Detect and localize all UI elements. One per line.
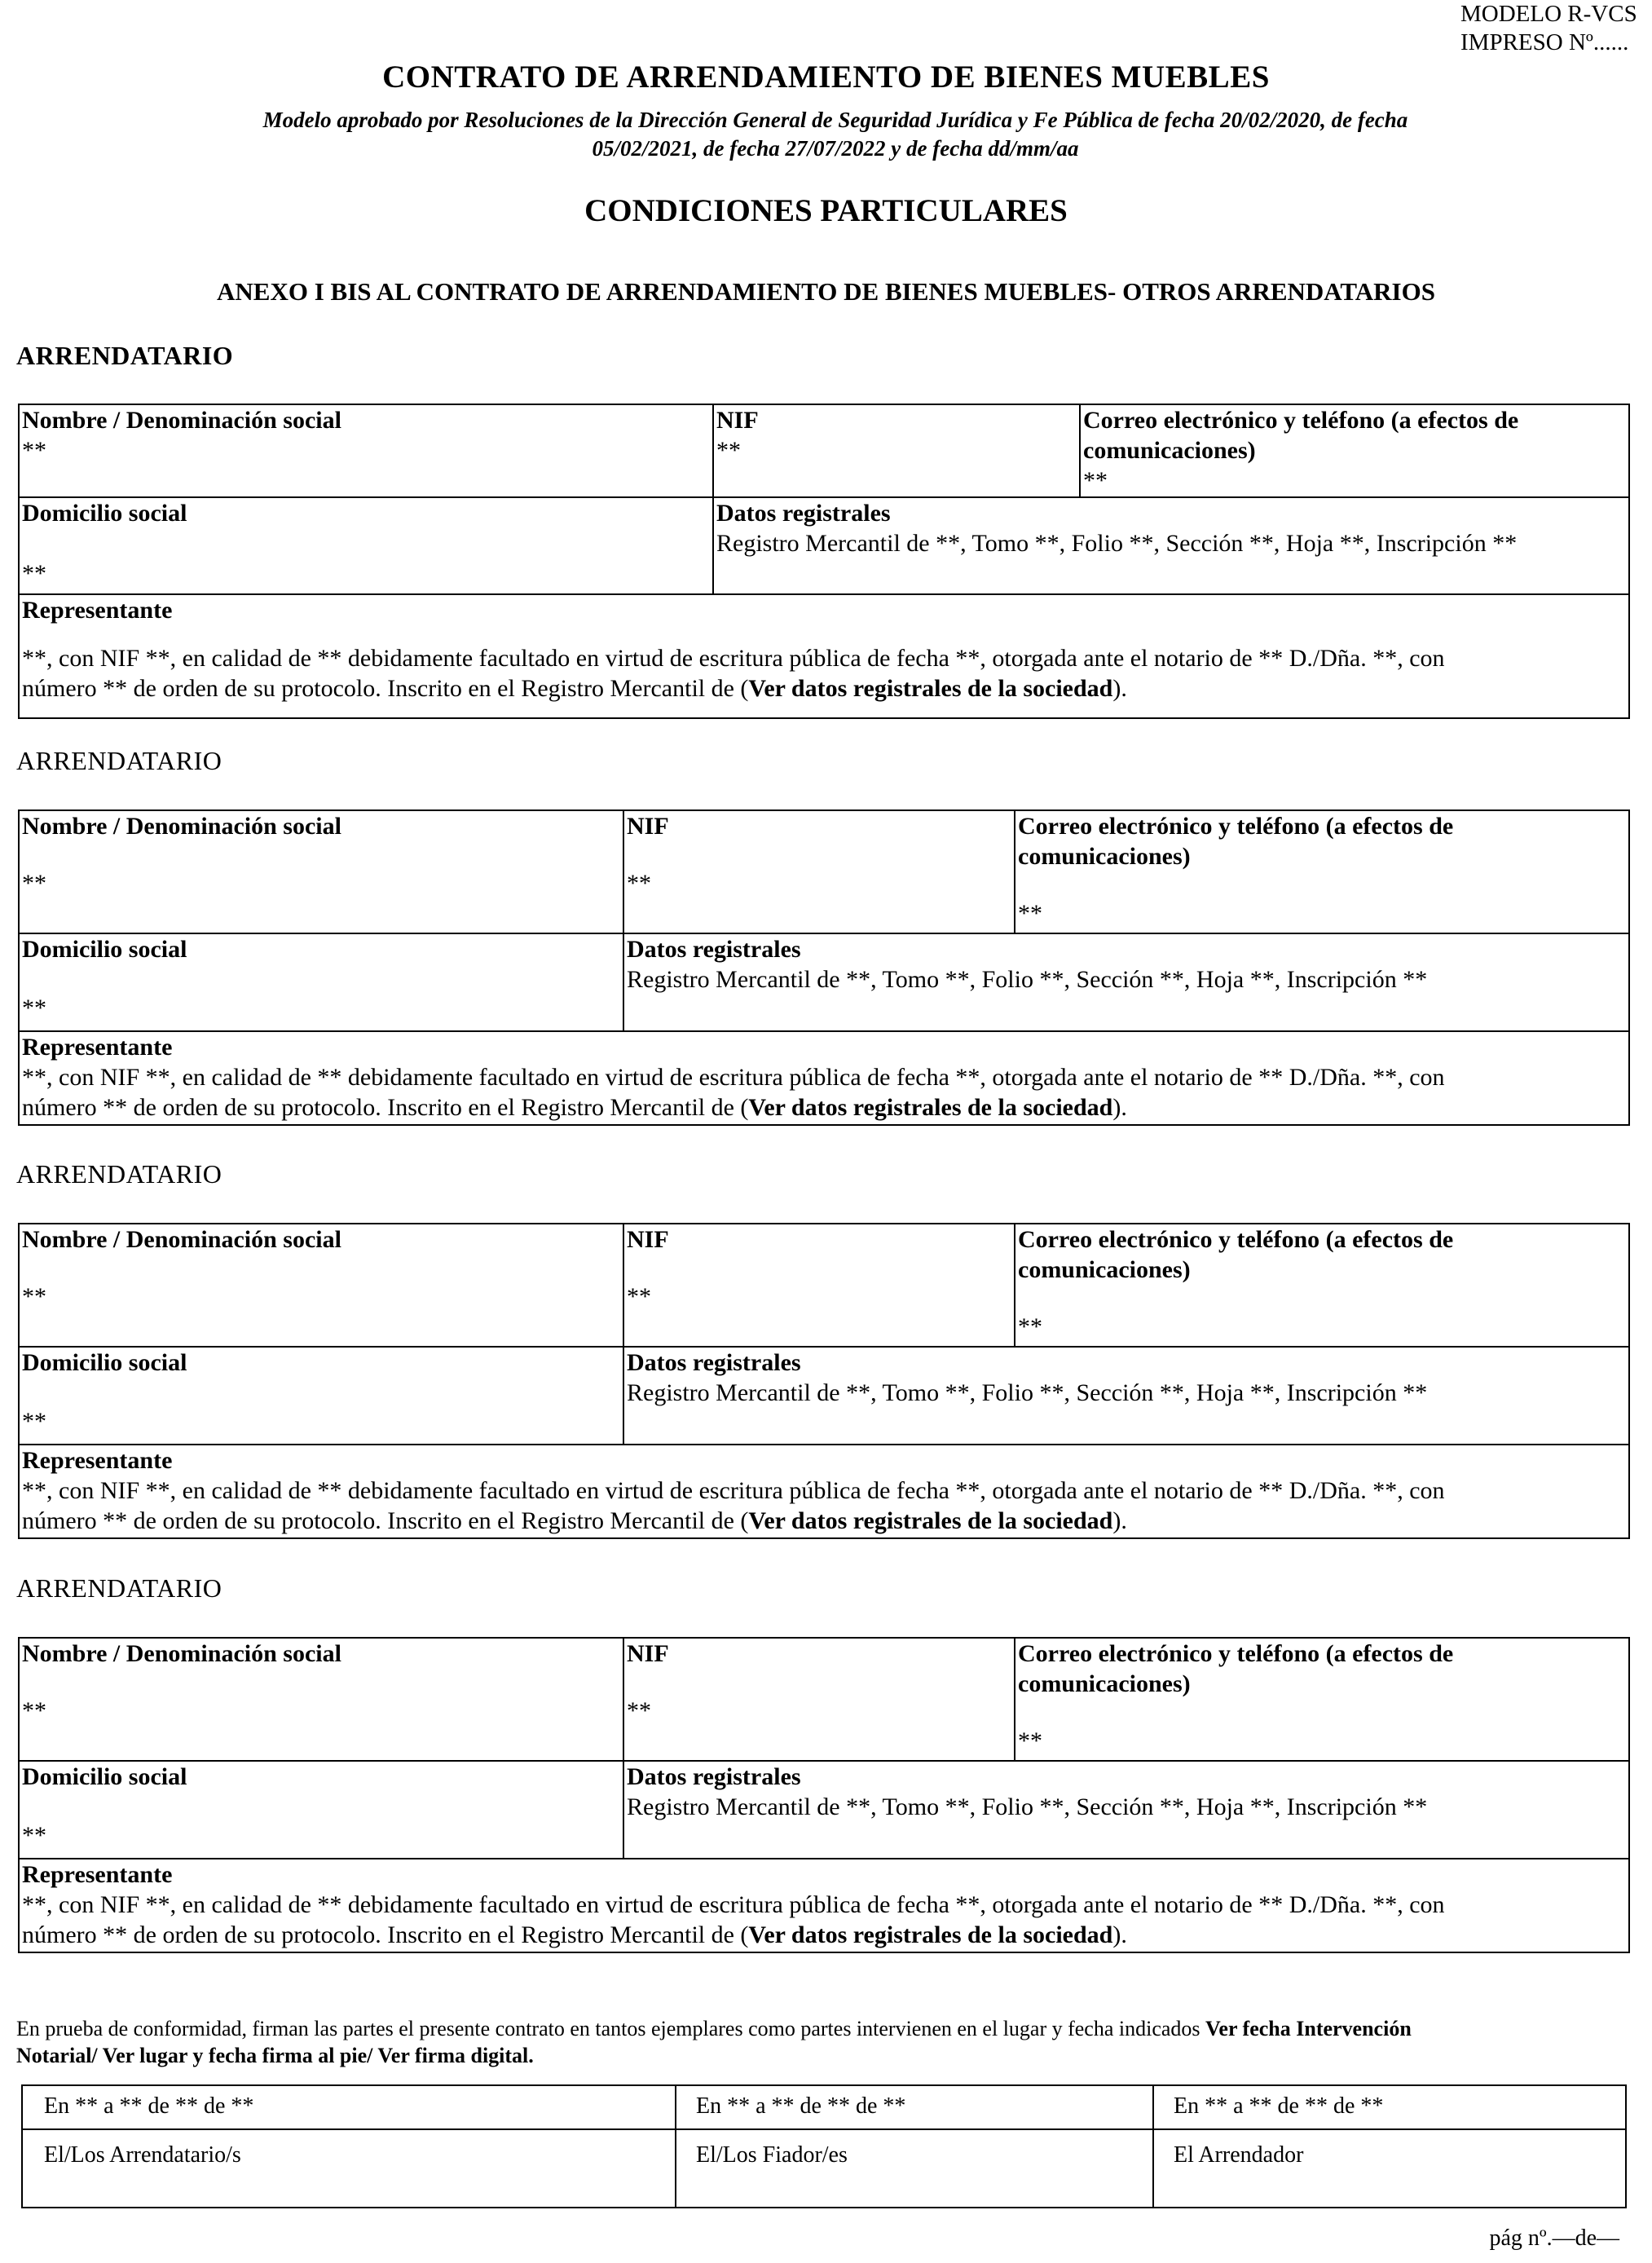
correo-cell (1015, 1224, 1630, 1342)
modelo-code: MODELO R-VCS (1460, 1, 1637, 27)
domicilio-value: ** (22, 1822, 46, 1849)
section-title-arrendatario-4: ARRENDATARIO (16, 1573, 222, 1603)
section-title-arrendatario-1: ARRENDATARIO (16, 341, 234, 370)
correo-label-2: comunicaciones) (1018, 1256, 1191, 1283)
document-title: CONTRATO DE ARRENDAMIENTO DE BIENES MUEBLES (382, 60, 1270, 95)
representante-cell (20, 1859, 1630, 1950)
nombre-cell (20, 1639, 623, 1726)
domicilio-cell (20, 934, 623, 1030)
representante-line-2-text: número ** de orden de su protocolo. Inscrito en el Registro Mercantil de ( (22, 1507, 749, 1534)
datos-registrales-cell (624, 1348, 1630, 1408)
correo-label-2: comunicaciones) (1018, 843, 1191, 870)
domicilio-label: Domicilio social (22, 1349, 187, 1376)
nombre-label: Nombre / Denominación social (22, 1226, 341, 1253)
conformidad-line-1 (16, 2015, 1630, 2042)
nif-cell (624, 1224, 1014, 1312)
representante-line-2-end: ). (1112, 675, 1127, 702)
firma-arrendatario-label: El/Los Arrendatario/s (44, 2142, 241, 2168)
datos-registrales-value: Registro Mercantil de **, Tomo **, Folio **, Sección **, Hoja **, Inscripción ** (627, 966, 1428, 993)
representante-link-text: Ver datos registrales de la sociedad (748, 1921, 1113, 1948)
domicilio-label: Domicilio social (22, 500, 187, 527)
representante-cell (20, 1032, 1630, 1123)
signature-table (21, 2084, 1627, 2208)
correo-cell (1081, 405, 1630, 496)
representante-line-2-end: ). (1112, 1921, 1127, 1948)
nif-value: ** (627, 1283, 651, 1310)
correo-label-1: Correo electrónico y teléfono (a efectos de (1018, 1640, 1454, 1667)
firma-fiador-label: El/Los Fiador/es (696, 2142, 848, 2168)
nombre-cell (20, 1224, 623, 1312)
nif-label: NIF (716, 407, 759, 434)
representante-line-2-text: número ** de orden de su protocolo. Inscrito en el Registro Mercantil de ( (22, 675, 749, 702)
datos-registrales-cell (714, 498, 1630, 558)
nif-label: NIF (627, 813, 669, 840)
anexo-heading: ANEXO I BIS AL CONTRATO DE ARRENDAMIENTO DE BIENES MUEBLES- OTROS ARRENDATARIOS (217, 277, 1435, 306)
nif-cell (714, 405, 1079, 465)
nombre-value: ** (22, 437, 46, 464)
correo-value: ** (1018, 900, 1042, 927)
section-title-arrendatario-2: ARRENDATARIO (16, 746, 222, 775)
nif-value: ** (627, 1697, 651, 1724)
arrendatario-table-2 (18, 809, 1630, 1126)
document-subtitle (179, 106, 1491, 163)
correo-label-2: comunicaciones) (1018, 1670, 1191, 1697)
nif-cell (624, 811, 1014, 898)
impreso-number: IMPRESO Nº...... (1460, 29, 1629, 55)
nombre-value: ** (22, 1697, 46, 1724)
datos-registrales-value: Registro Mercantil de **, Tomo **, Folio **, Sección **, Hoja **, Inscripción ** (627, 1793, 1428, 1820)
conformidad-link-text: Ver fecha Intervención (1205, 2017, 1412, 2040)
representante-label: Representante (22, 1447, 173, 1474)
table-divider (23, 2128, 1625, 2130)
representante-line-2-text: número ** de orden de su protocolo. Inscrito en el Registro Mercantil de ( (22, 1094, 749, 1121)
domicilio-label: Domicilio social (22, 936, 187, 963)
correo-label-1: Correo electrónico y teléfono (a efectos de (1018, 813, 1454, 840)
datos-registrales-label: Datos registrales (627, 1763, 801, 1790)
nombre-label: Nombre / Denominación social (22, 1640, 341, 1667)
correo-value: ** (1018, 1313, 1042, 1340)
lugar-fecha-1: En ** a ** de ** de ** (44, 2093, 254, 2119)
nif-label: NIF (627, 1640, 669, 1667)
nombre-cell (20, 405, 712, 465)
domicilio-label: Domicilio social (22, 1763, 187, 1790)
representante-link-text: Ver datos registrales de la sociedad (748, 1094, 1113, 1121)
nif-cell (624, 1639, 1014, 1726)
nif-label: NIF (627, 1226, 669, 1253)
datos-registrales-label: Datos registrales (627, 1349, 801, 1376)
lugar-fecha-2: En ** a ** de ** de ** (696, 2093, 906, 2119)
nombre-value: ** (22, 870, 46, 897)
nombre-label: Nombre / Denominación social (22, 813, 341, 840)
domicilio-value: ** (22, 1408, 46, 1435)
representante-label: Representante (22, 1034, 173, 1061)
domicilio-value: ** (22, 560, 46, 587)
lugar-fecha-3: En ** a ** de ** de ** (1174, 2093, 1384, 2119)
arrendatario-table-4 (18, 1637, 1630, 1953)
representante-line-1: **, con NIF **, en calidad de ** debidamente facultado en virtud de escritura pública de fecha **, otorgada ante el notario de ** D./Dña. **, con (22, 645, 1445, 672)
representante-link-text: Ver datos registrales de la sociedad (748, 675, 1113, 702)
correo-label-1: Correo electrónico y teléfono (a efectos de (1083, 407, 1519, 434)
table-divider (675, 2086, 676, 2207)
correo-label-1: Correo electrónico y teléfono (a efectos de (1018, 1226, 1454, 1253)
representante-line-2-end: ). (1112, 1094, 1127, 1121)
datos-registrales-value: Registro Mercantil de **, Tomo **, Folio **, Sección **, Hoja **, Inscripción ** (716, 530, 1518, 557)
correo-label-2: comunicaciones) (1083, 437, 1256, 464)
subtitle-line-1: Modelo aprobado por Resoluciones de la Dirección General de Seguridad Jurídica y Fe Pública de fecha 20/02/2020, de fecha (262, 108, 1408, 132)
datos-registrales-cell (624, 934, 1630, 995)
correo-cell (1015, 1639, 1630, 1756)
correo-value: ** (1018, 1727, 1042, 1754)
nombre-value: ** (22, 1283, 46, 1310)
representante-cell (20, 1445, 1630, 1536)
representante-line-1: **, con NIF **, en calidad de ** debidamente facultado en virtud de escritura pública de fecha **, otorgada ante el notario de ** D./Dña. **, con (22, 1064, 1445, 1091)
domicilio-cell (20, 1348, 623, 1444)
representante-link-text: Ver datos registrales de la sociedad (748, 1507, 1113, 1534)
datos-registrales-value: Registro Mercantil de **, Tomo **, Folio **, Sección **, Hoja **, Inscripción ** (627, 1379, 1428, 1406)
representante-cell (20, 595, 1630, 704)
representante-line-2-end: ). (1112, 1507, 1127, 1534)
representante-line-2 (22, 1506, 1628, 1536)
correo-cell (1015, 811, 1630, 929)
nif-value: ** (716, 437, 741, 464)
conformidad-line-2-text: Notarial/ Ver lugar y fecha firma al pie/ Ver firma digital. (16, 2044, 534, 2067)
representante-line-1: **, con NIF **, en calidad de ** debidamente facultado en virtud de escritura pública de fecha **, otorgada ante el notario de ** D./Dña. **, con (22, 1477, 1445, 1504)
modelo-header (1460, 0, 1652, 57)
correo-value: ** (1083, 467, 1108, 494)
domicilio-cell (20, 1762, 623, 1858)
nif-value: ** (627, 870, 651, 897)
datos-registrales-label: Datos registrales (627, 936, 801, 963)
representante-line-2-text: número ** de orden de su protocolo. Inscrito en el Registro Mercantil de ( (22, 1921, 749, 1948)
table-divider (1152, 2086, 1154, 2207)
representante-line-1: **, con NIF **, en calidad de ** debidamente facultado en virtud de escritura pública de fecha **, otorgada ante el notario de ** D./Dña. **, con (22, 1891, 1445, 1918)
section-title-arrendatario-3: ARRENDATARIO (16, 1159, 222, 1189)
conformidad-line-2 (16, 2042, 1630, 2069)
representante-line-2 (22, 673, 1628, 704)
domicilio-cell (20, 498, 712, 593)
domicilio-value: ** (22, 995, 46, 1021)
conformidad-paragraph (16, 2015, 1630, 2069)
subtitle-line-2: 05/02/2021, de fecha 27/07/2022 y de fecha dd/mm/aa (592, 136, 1079, 161)
datos-registrales-label: Datos registrales (716, 500, 891, 527)
arrendatario-table-3 (18, 1223, 1630, 1539)
datos-registrales-cell (624, 1762, 1630, 1822)
conformidad-text: En prueba de conformidad, firman las partes el presente contrato en tantos ejemplares como partes intervienen en el lugar y fecha indicados (16, 2017, 1206, 2040)
representante-line-2 (22, 1092, 1628, 1123)
representante-label: Representante (22, 1861, 173, 1888)
page-number: pág nº.—de— (1489, 2226, 1619, 2251)
representante-label: Representante (22, 597, 173, 624)
representante-line-2 (22, 1920, 1628, 1950)
condiciones-heading: CONDICIONES PARTICULARES (584, 193, 1068, 228)
nombre-cell (20, 811, 623, 898)
firma-arrendador-label: El Arrendador (1174, 2142, 1304, 2168)
nombre-label: Nombre / Denominación social (22, 407, 341, 434)
arrendatario-table-1 (18, 404, 1630, 719)
